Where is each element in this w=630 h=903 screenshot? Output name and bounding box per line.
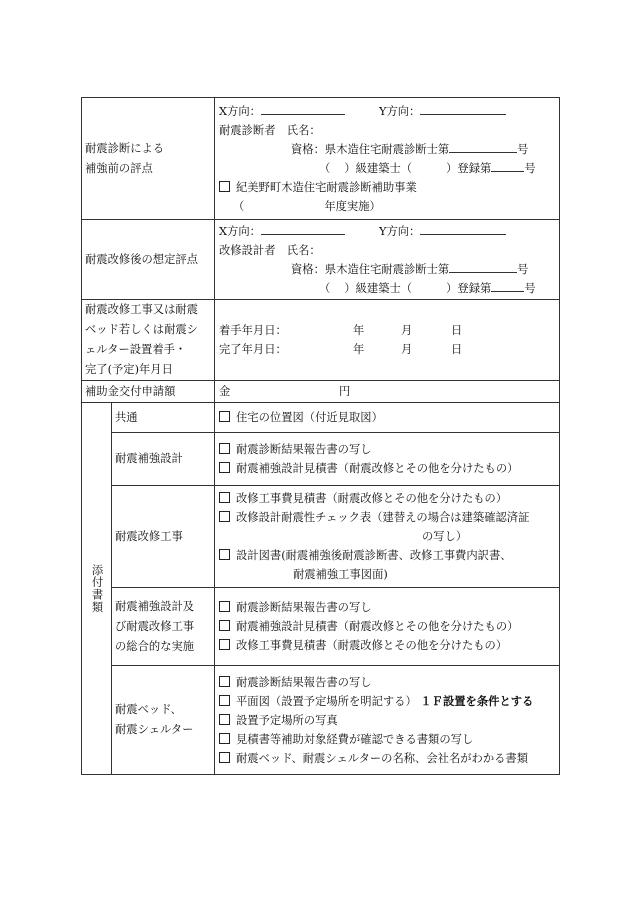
row-attach-design: [82, 433, 560, 486]
cell-after-score: [215, 220, 560, 300]
checkbox-combined-design-estimate[interactable]: [219, 620, 230, 631]
label-dates: 耐震改修工事又は耐震 ベッド若しくは耐震シ ェルター設置着手・ 完了(予定)年月日: [82, 300, 215, 381]
after-cert-number-field[interactable]: [449, 260, 517, 273]
after-designer-line: 改修設計者 氏名：: [219, 243, 321, 257]
cell-common: 住宅の位置図（付近見取図）: [215, 403, 560, 433]
cell-before-score: [215, 98, 560, 220]
row-before-score: [82, 98, 560, 220]
row-attach-work: [82, 486, 560, 588]
before-x-field[interactable]: [261, 102, 345, 115]
label-combined: 耐震補強設計及 び耐震改修工事 の総合的な実施: [112, 588, 215, 666]
before-reg-number-field[interactable]: [491, 159, 524, 172]
checkbox-bed-estimate[interactable]: [219, 733, 230, 744]
before-architect-line: （ ）級建築士（ ）登録第 号: [219, 159, 559, 178]
before-cert-number-field[interactable]: [449, 140, 517, 153]
checkbox-work-estimate[interactable]: [219, 492, 230, 503]
after-architect-line: （ ）級建築士（ ）登録第 号: [219, 279, 559, 298]
row-after-score: [82, 220, 560, 300]
before-diagnoser-line: 耐震診断者 氏名：: [219, 123, 321, 137]
after-x-field[interactable]: [261, 222, 345, 235]
checkbox-bed-photo[interactable]: [219, 714, 230, 725]
before-y-field[interactable]: [420, 102, 506, 115]
program-checkbox[interactable]: [219, 181, 230, 192]
after-reg-number-field[interactable]: [491, 279, 524, 292]
row-attach-bed: [82, 666, 560, 775]
checkbox-work-drawings[interactable]: [219, 549, 230, 560]
checkbox-bed-floorplan[interactable]: [219, 695, 230, 706]
after-direction-line: X方向： Y方向：: [219, 222, 559, 241]
checkbox-design-report[interactable]: [219, 443, 230, 454]
cell-subsidy: 金 円: [215, 381, 560, 403]
checkbox-bed-product[interactable]: [219, 752, 230, 763]
checkbox-location-map[interactable]: [219, 411, 230, 422]
after-qualification-line: 資格：県木造住宅耐震診断士第 号: [219, 260, 559, 279]
label-subsidy: 補助金交付申請額: [82, 381, 215, 403]
before-x-label: X方向：: [219, 104, 261, 118]
checkbox-bed-report[interactable]: [219, 676, 230, 687]
checkbox-combined-work-estimate[interactable]: [219, 639, 230, 650]
row-attach-combined: [82, 588, 560, 666]
checkbox-design-estimate[interactable]: [219, 462, 230, 473]
label-before-score: 耐震診断による 補強前の評点: [82, 98, 215, 220]
label-after-score: 耐震改修後の想定評点: [82, 220, 215, 300]
label-common: 共通: [112, 403, 215, 433]
cell-work: 改修工事費見積書（耐震改修とその他を分けたもの） 改修設計耐震性チェック表（建替えの場合は建築確認済証 の写し） 設計図書(耐震補強後耐震診断書、改修工事費内訳書、 耐震補強工事図面): [215, 486, 560, 588]
before-program-line: 紀美野町木造住宅耐震診断補助事業: [219, 178, 559, 197]
row-subsidy: [82, 381, 560, 403]
after-y-field[interactable]: [420, 222, 506, 235]
row-attach-common: [82, 403, 560, 433]
row-dates: [82, 300, 560, 381]
checkbox-combined-report[interactable]: [219, 601, 230, 612]
cell-design: 耐震診断結果報告書の写し 耐震補強設計見積書（耐震改修とその他を分けたもの）: [215, 433, 560, 486]
attachments-side-label: 添付書類: [82, 403, 112, 775]
end-date-line: 完了年月日： 年 月 日: [219, 343, 463, 356]
start-date-line: 着手年月日： 年 月 日: [219, 324, 463, 337]
label-work: 耐震改修工事: [112, 486, 215, 588]
cell-combined: 耐震診断結果報告書の写し 耐震補強設計見積書（耐震改修とその他を分けたもの） 改修工事費見積書（耐震改修とその他を分けたもの）: [215, 588, 560, 666]
first-floor-condition: １Ｆ設置を条件とする: [420, 693, 534, 708]
before-nendo-line: （ 年度実施）: [233, 199, 381, 213]
application-form-table: [81, 97, 560, 775]
before-qualification-line: 資格：県木造住宅耐震診断士第 号: [219, 140, 559, 159]
cell-bed: 耐震診断結果報告書の写し 平面図（設置予定場所を明記する） １Ｆ設置を条件とする 設置予定場所の写真 見積書等補助対象経費が確認できる書類の写し 耐震ベッド、耐震シェルターの名称、会社名がわかる書類: [215, 666, 560, 775]
cell-dates: [215, 300, 560, 381]
label-bed: 耐震ベッド、 耐震シェルター: [112, 666, 215, 775]
label-design: 耐震補強設計: [112, 433, 215, 486]
before-direction-line: [219, 102, 559, 121]
before-y-label: Y方向：: [379, 104, 421, 118]
checkbox-work-checklist[interactable]: [219, 511, 230, 522]
